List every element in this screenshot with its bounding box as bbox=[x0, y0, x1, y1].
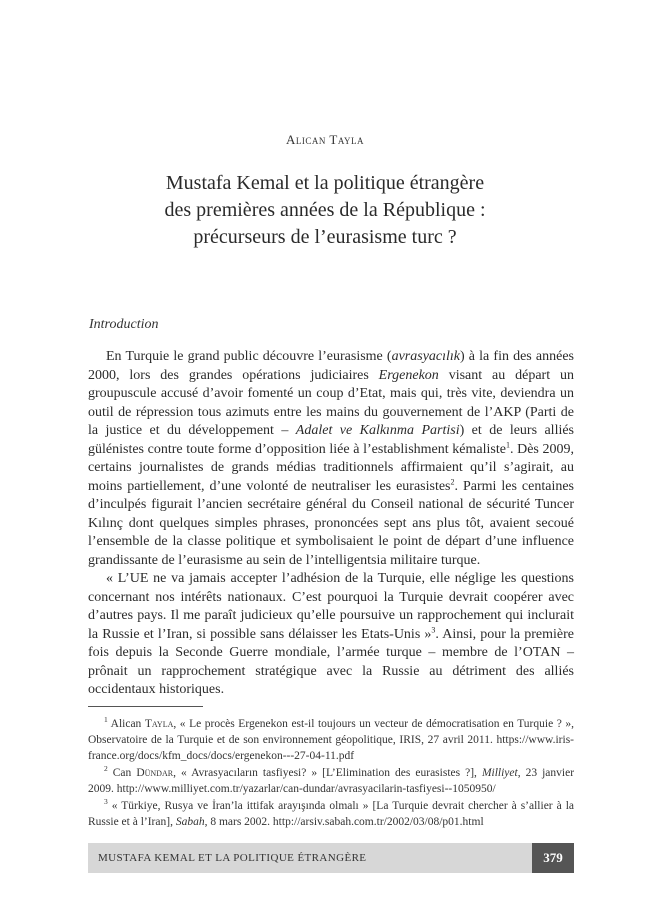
footnote-italic: Sabah bbox=[175, 816, 205, 828]
footnote-text: , 8 mars 2002. http://arsiv.sabah.com.tr/2002/03/08/p01.html bbox=[204, 816, 484, 828]
p1-text-1: En Turquie le grand public découvre l’eurasisme ( bbox=[106, 349, 392, 364]
section-heading: Introduction bbox=[89, 317, 159, 332]
p1-text-2: ) à la fin des années 2000, lors des grandes opérations judiciaires bbox=[88, 349, 574, 383]
chapter-title bbox=[90, 170, 560, 251]
footnote-text: , « Avrasyacıların tasfiyesi? » [L’Elimination des eurasistes ?], bbox=[173, 767, 482, 779]
footnote-italic: Milliyet bbox=[481, 767, 518, 779]
footnote-ref-1[interactable]: 1 bbox=[505, 439, 510, 449]
page-number: 379 bbox=[532, 843, 574, 873]
p1-text-4: ) et de leurs alliés gülénistes contre toute forme d’opposition liée à l’establishment kémaliste bbox=[88, 423, 575, 457]
footnote-number: 2 bbox=[104, 764, 108, 774]
p1-text-3: visant au départ un groupuscule accusé d’avoir fomenté un coup d’Etat, mais qui, très vite, deviendra un outil de répression tous azimuts entre les mains du gouvernement de l’AKP (Parti de la justice et du développement – bbox=[88, 367, 574, 438]
footnote-text: « Türkiye, Rusya ve İran’la ittifak arayışında olmalı » [La Turquie devrait chercher à s’allier à la Russie et à l’Iran], bbox=[88, 800, 574, 828]
footnote-3 bbox=[88, 798, 574, 830]
running-footer bbox=[88, 843, 574, 873]
p1-italic-2: Ergenekon bbox=[378, 367, 439, 383]
paragraph-1 bbox=[88, 348, 574, 570]
footnote-1 bbox=[88, 716, 574, 764]
footnote-ref-3[interactable]: 3 bbox=[431, 624, 436, 634]
footnote-author: Tayla bbox=[144, 718, 174, 730]
footnote-ref-2[interactable]: 2 bbox=[450, 476, 455, 486]
p1-italic-1: avrasyacılık bbox=[391, 349, 460, 364]
p1-text-6: . Parmi les centaines d’inculpés figurait l’ancien secrétaire général du Conseil national de sécurité Tuncer Kılınç dont quelques simples phrases, prononcées sept ans plus tôt, avaient secoué l’ensemble de la classe politique et symbolisaient le point de départ d’une influence grandissante de l’eurasisme au sein de l’intelligentsia militaire turque. bbox=[88, 478, 574, 568]
footnote-text: , 23 janvier 2009. http://www.milliyet.com.tr/yazarlar/can-dundar/avrasyacilarin-tasfiyesi--1050950/ bbox=[88, 767, 575, 795]
title-line-1: Mustafa Kemal et la politique étrangère bbox=[165, 172, 485, 194]
p2-text-2: . Ainsi, pour la première fois depuis la Seconde Guerre mondiale, l’armée turque – membre de l’OTAN – prônait un rapprochement stratégique avec la Russie au détriment des alliés occidentaux historiques. bbox=[88, 626, 575, 697]
footnote-author: Dündar bbox=[136, 767, 174, 779]
footnote-number: 3 bbox=[104, 797, 108, 807]
footnote-text: , « Le procès Ergenekon est-il toujours un vecteur de démocratisation en Turquie ? », Observatoire de la Turquie et de son environnement géopolitique, IRIS, 27 avril 2011. https://www.iris-france.org/docs/kfm_docs/docs/ergenekon---27-04-11.pdf bbox=[88, 718, 574, 762]
paragraph-2 bbox=[88, 570, 574, 700]
p1-text-5: . Dès 2009, certains journalistes de grands médias traditionnels affirmaient qu’il s’agirait, au moins partiellement, d’une volonté de neutraliser les eurasistes bbox=[88, 441, 574, 494]
p1-italic-3: Adalet ve Kalkınma Partisi bbox=[295, 423, 460, 438]
running-title: MUSTAFA KEMAL ET LA POLITIQUE ÉTRANGÈRE bbox=[98, 852, 367, 864]
footnote-separator bbox=[88, 706, 203, 707]
author-name: Alican Tayla bbox=[285, 132, 364, 147]
footnote-number: 1 bbox=[104, 715, 108, 725]
footnote-2 bbox=[88, 765, 574, 797]
footnote-text: Alican bbox=[110, 718, 145, 730]
footnotes bbox=[88, 716, 574, 831]
footnote-text: Can bbox=[112, 767, 137, 779]
title-line-3: précurseurs de l’eurasisme turc ? bbox=[193, 226, 457, 248]
title-line-2: des premières années de la République : bbox=[164, 199, 486, 221]
p2-text-1: « L’UE ne va jamais accepter l’adhésion de la Turquie, elle néglige les questions concernant nos intérêts nationaux. C’est pourquoi la Turquie devrait coopérer avec d’autres pays. Il me paraît judicieux qu’elle poursuive un rapprochement qui inclurait la Russie et l’Iran, si possible sans délaisser les Etats-Unis » bbox=[88, 571, 574, 642]
body-text bbox=[88, 348, 574, 700]
